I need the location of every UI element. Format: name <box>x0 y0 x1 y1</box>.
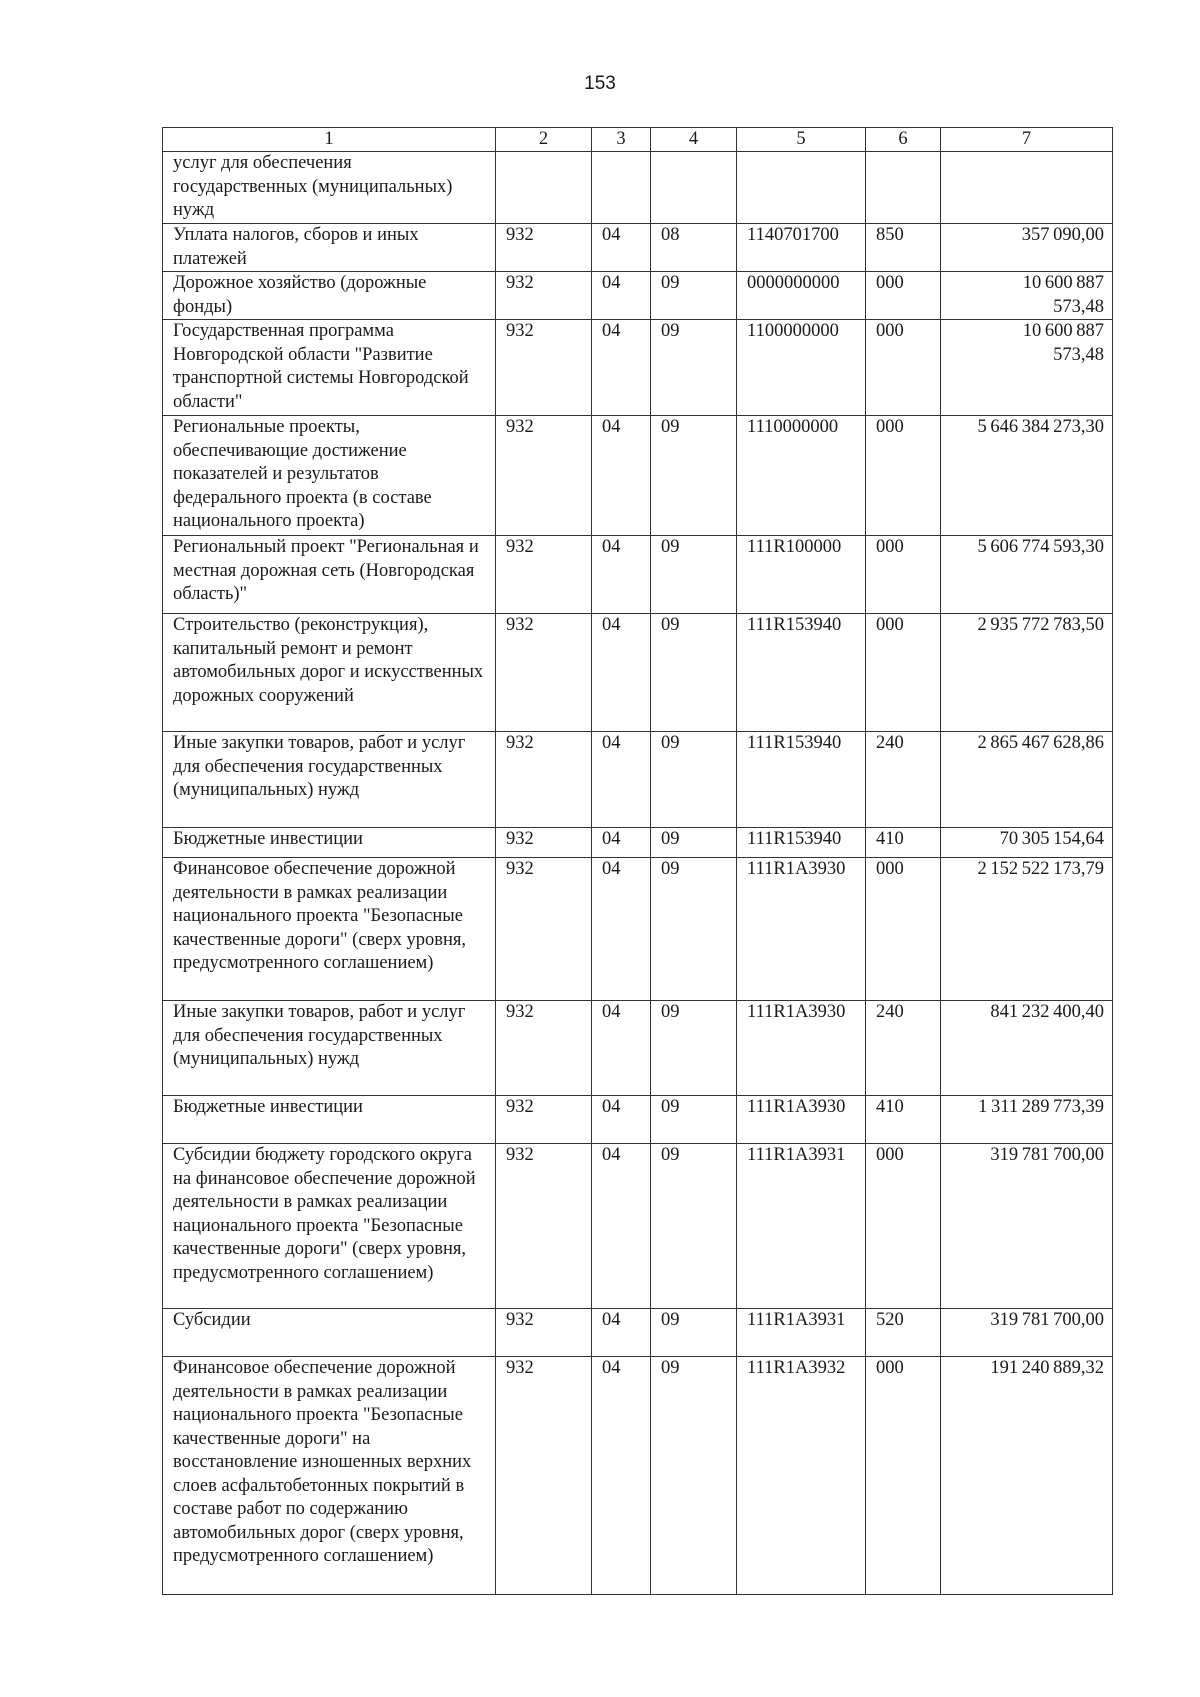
page-number: 153 <box>584 73 616 94</box>
header-col-4: 4 <box>651 128 737 152</box>
section-code: 04 <box>592 416 651 536</box>
subsection-code: 08 <box>651 224 737 272</box>
table-row <box>163 320 1113 416</box>
ministry-code: 932 <box>496 1309 592 1357</box>
section-code <box>592 152 651 224</box>
target-code: 111R1A3930 <box>737 858 866 1001</box>
target-code: 111R153940 <box>737 732 866 828</box>
item-name: Иные закупки товаров, работ и услуг для обеспечения государственных (муниципальных) нужд <box>163 732 496 828</box>
table-row <box>163 858 1113 1001</box>
item-name: Региональный проект "Региональная и местная дорожная сеть (Новгородская область)" <box>163 536 496 614</box>
target-code: 1110000000 <box>737 416 866 536</box>
expense-type-code: 410 <box>866 1096 941 1144</box>
section-code: 04 <box>592 732 651 828</box>
table-row <box>163 152 1113 224</box>
table-row <box>163 224 1113 272</box>
expense-type-code: 410 <box>866 828 941 858</box>
expense-type-code: 520 <box>866 1309 941 1357</box>
item-name: Строительство (реконструкция), капитальный ремонт и ремонт автомобильных дорог и искусственных дорожных сооружений <box>163 614 496 732</box>
expense-type-code <box>866 152 941 224</box>
target-code: 111R153940 <box>737 614 866 732</box>
subsection-code <box>651 152 737 224</box>
amount: 5 606 774 593,30 <box>941 536 1113 614</box>
target-code: 1100000000 <box>737 320 866 416</box>
target-code: 0000000000 <box>737 272 866 320</box>
expense-type-code: 000 <box>866 416 941 536</box>
section-code: 04 <box>592 858 651 1001</box>
amount: 2 865 467 628,86 <box>941 732 1113 828</box>
subsection-code: 09 <box>651 416 737 536</box>
amount <box>941 152 1113 224</box>
subsection-code: 09 <box>651 320 737 416</box>
header-col-6: 6 <box>866 128 941 152</box>
ministry-code <box>496 152 592 224</box>
section-code: 04 <box>592 536 651 614</box>
subsection-code: 09 <box>651 272 737 320</box>
table-row <box>163 1309 1113 1357</box>
amount: 319 781 700,00 <box>941 1144 1113 1309</box>
ministry-code: 932 <box>496 272 592 320</box>
header-col-1: 1 <box>163 128 496 152</box>
subsection-code: 09 <box>651 1001 737 1096</box>
amount: 5 646 384 273,30 <box>941 416 1113 536</box>
section-code: 04 <box>592 828 651 858</box>
ministry-code: 932 <box>496 614 592 732</box>
ministry-code: 932 <box>496 224 592 272</box>
amount: 357 090,00 <box>941 224 1113 272</box>
ministry-code: 932 <box>496 1357 592 1595</box>
ministry-code: 932 <box>496 416 592 536</box>
header-row <box>163 128 1113 152</box>
table-row <box>163 828 1113 858</box>
expense-type-code: 850 <box>866 224 941 272</box>
item-name: Бюджетные инвестиции <box>163 828 496 858</box>
expense-type-code: 000 <box>866 1144 941 1309</box>
target-code: 111R1A3931 <box>737 1309 866 1357</box>
section-code: 04 <box>592 1096 651 1144</box>
section-code: 04 <box>592 1357 651 1595</box>
amount: 2 152 522 173,79 <box>941 858 1113 1001</box>
header-col-2: 2 <box>496 128 592 152</box>
expense-type-code: 000 <box>866 272 941 320</box>
item-name: Региональные проекты, обеспечивающие достижение показателей и результатов федерального проекта (в составе национального проекта) <box>163 416 496 536</box>
target-code: 1140701700 <box>737 224 866 272</box>
table-row <box>163 1357 1113 1595</box>
table-row <box>163 416 1113 536</box>
target-code: 111R1A3931 <box>737 1144 866 1309</box>
expense-type-code: 240 <box>866 732 941 828</box>
item-name: Государственная программа Новгородской области "Развитие транспортной системы Новгородской области" <box>163 320 496 416</box>
item-name: Субсидии <box>163 1309 496 1357</box>
target-code: 111R1A3930 <box>737 1096 866 1144</box>
expense-type-code: 000 <box>866 536 941 614</box>
item-name: Иные закупки товаров, работ и услуг для обеспечения государственных (муниципальных) нужд <box>163 1001 496 1096</box>
subsection-code: 09 <box>651 732 737 828</box>
table-row <box>163 536 1113 614</box>
target-code: 111R1A3930 <box>737 1001 866 1096</box>
amount: 191 240 889,32 <box>941 1357 1113 1595</box>
amount: 70 305 154,64 <box>941 828 1113 858</box>
subsection-code: 09 <box>651 1309 737 1357</box>
target-code: 111R100000 <box>737 536 866 614</box>
ministry-code: 932 <box>496 858 592 1001</box>
amount: 319 781 700,00 <box>941 1309 1113 1357</box>
subsection-code: 09 <box>651 614 737 732</box>
table-row <box>163 614 1113 732</box>
ministry-code: 932 <box>496 536 592 614</box>
ministry-code: 932 <box>496 828 592 858</box>
section-code: 04 <box>592 1309 651 1357</box>
header-col-7: 7 <box>941 128 1113 152</box>
target-code: 111R153940 <box>737 828 866 858</box>
table-row <box>163 272 1113 320</box>
subsection-code: 09 <box>651 858 737 1001</box>
table-row <box>163 732 1113 828</box>
budget-table <box>162 127 1113 1595</box>
expense-type-code: 000 <box>866 614 941 732</box>
item-name: Дорожное хозяйство (дорожные фонды) <box>163 272 496 320</box>
target-code: 111R1A3932 <box>737 1357 866 1595</box>
expense-type-code: 000 <box>866 1357 941 1595</box>
item-name: Уплата налогов, сборов и иных платежей <box>163 224 496 272</box>
amount: 10 600 887 573,48 <box>941 272 1113 320</box>
subsection-code: 09 <box>651 536 737 614</box>
header-col-3: 3 <box>592 128 651 152</box>
ministry-code: 932 <box>496 732 592 828</box>
table-row <box>163 1001 1113 1096</box>
ministry-code: 932 <box>496 1096 592 1144</box>
subsection-code: 09 <box>651 1144 737 1309</box>
amount: 841 232 400,40 <box>941 1001 1113 1096</box>
target-code <box>737 152 866 224</box>
section-code: 04 <box>592 224 651 272</box>
amount: 1 311 289 773,39 <box>941 1096 1113 1144</box>
amount: 2 935 772 783,50 <box>941 614 1113 732</box>
section-code: 04 <box>592 1001 651 1096</box>
subsection-code: 09 <box>651 1096 737 1144</box>
table-row <box>163 1096 1113 1144</box>
item-name: Бюджетные инвестиции <box>163 1096 496 1144</box>
ministry-code: 932 <box>496 1144 592 1309</box>
expense-type-code: 000 <box>866 858 941 1001</box>
section-code: 04 <box>592 320 651 416</box>
section-code: 04 <box>592 614 651 732</box>
amount: 10 600 887 573,48 <box>941 320 1113 416</box>
expense-type-code: 000 <box>866 320 941 416</box>
item-name: Финансовое обеспечение дорожной деятельности в рамках реализации национального проекта "Безопасные качественные дороги" (сверх уровня, предусмотренного соглашением) <box>163 858 496 1001</box>
ministry-code: 932 <box>496 320 592 416</box>
ministry-code: 932 <box>496 1001 592 1096</box>
expense-type-code: 240 <box>866 1001 941 1096</box>
subsection-code: 09 <box>651 1357 737 1595</box>
section-code: 04 <box>592 1144 651 1309</box>
item-name: услуг для обеспечения государственных (муниципальных) нужд <box>163 152 496 224</box>
item-name: Финансовое обеспечение дорожной деятельности в рамках реализации национального проекта "Безопасные качественные дороги" на восстановление изношенных верхних слоев асфальтобетонных покрытий в составе работ по содержанию автомобильных дорог (сверх уровня, предусмотренного соглашением) <box>163 1357 496 1595</box>
header-col-5: 5 <box>737 128 866 152</box>
table-row <box>163 1144 1113 1309</box>
item-name: Субсидии бюджету городского округа на финансовое обеспечение дорожной деятельности в рамках реализации национального проекта "Безопасные качественные дороги" (сверх уровня, предусмотренного соглашением) <box>163 1144 496 1309</box>
subsection-code: 09 <box>651 828 737 858</box>
section-code: 04 <box>592 272 651 320</box>
